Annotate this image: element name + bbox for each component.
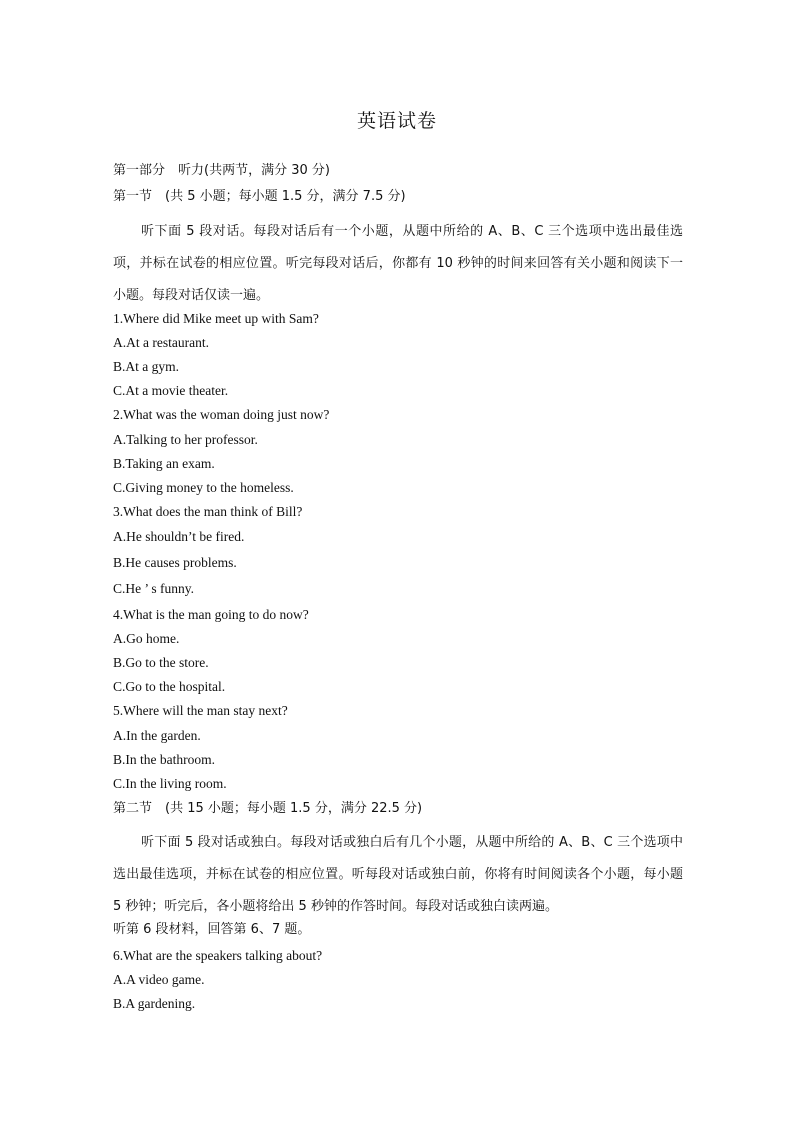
question-1-option-b: B.At a gym. [113, 359, 179, 374]
question-3-option-b: B.He causes problems. [113, 555, 237, 570]
question-2: 2.What was the woman doing just now? [113, 407, 330, 422]
question-3: 3.What does the man think of Bill? [113, 504, 303, 519]
question-1-option-c: C.At a movie theater. [113, 383, 229, 398]
question-5: 5.Where will the man stay next? [113, 703, 288, 718]
question-3-option-c: C.He ’ s funny. [113, 581, 194, 596]
material6-intro: 听第 6 段材料，回答第 6、7 题。 [113, 922, 311, 937]
question-6: 6.What are the speakers talking about? [113, 948, 323, 963]
question-1-option-a: A.At a restaurant. [113, 335, 209, 350]
question-5-option-a: A.In the garden. [113, 728, 201, 743]
question-2-option-c: C.Giving money to the homeless. [113, 480, 294, 495]
section1-instructions: 听下面 5 段对话。每段对话后有一个小题，从题中所给的 A、B、C 三个选项中选出最佳选项，并标在试卷的相应位置。听完每段对话后，你都有 10 秒钟的时间来回答有关小题和阅读下一小题。每段对话仅读一遍。 [113, 224, 683, 303]
question-4-option-b: B.Go to the store. [113, 655, 209, 670]
question-1: 1.Where did Mike meet up with Sam? [113, 311, 319, 326]
section1-header: 第一节 (共 5 小题；每小题 1.5 分，满分 7.5 分) [113, 189, 406, 204]
section2-header: 第二节 (共 15 小题；每小题 1.5 分，满分 22.5 分) [113, 801, 423, 816]
question-2-option-a: A.Talking to her professor. [113, 432, 258, 447]
question-4: 4.What is the man going to do now? [113, 607, 309, 622]
question-5-option-c: C.In the living room. [113, 776, 227, 791]
question-5-option-b: B.In the bathroom. [113, 752, 215, 767]
page-title: 英语试卷 [356, 110, 437, 132]
question-2-option-b: B.Taking an exam. [113, 456, 215, 471]
question-4-option-c: C.Go to the hospital. [113, 679, 226, 694]
question-3-option-a: A.He shouldn’t be fired. [113, 529, 245, 544]
part1-header: 第一部分 听力(共两节，满分 30 分) [113, 163, 330, 178]
question-6-option-a: A.A video game. [113, 972, 205, 987]
question-4-option-a: A.Go home. [113, 631, 180, 646]
question-6-option-b: B.A gardening. [113, 996, 196, 1011]
section2-instructions: 听下面 5 段对话或独白。每段对话或独白后有几个小题，从题中所给的 A、B、C 三个选项中选出最佳选项，并标在试卷的相应位置。听每段对话或独白前，你将有时间阅读各个小题，每小题 5 秒钟；听完后，各小题将给出 5 秒钟的作答时间。每段对话或独白读两遍。 [113, 835, 683, 914]
